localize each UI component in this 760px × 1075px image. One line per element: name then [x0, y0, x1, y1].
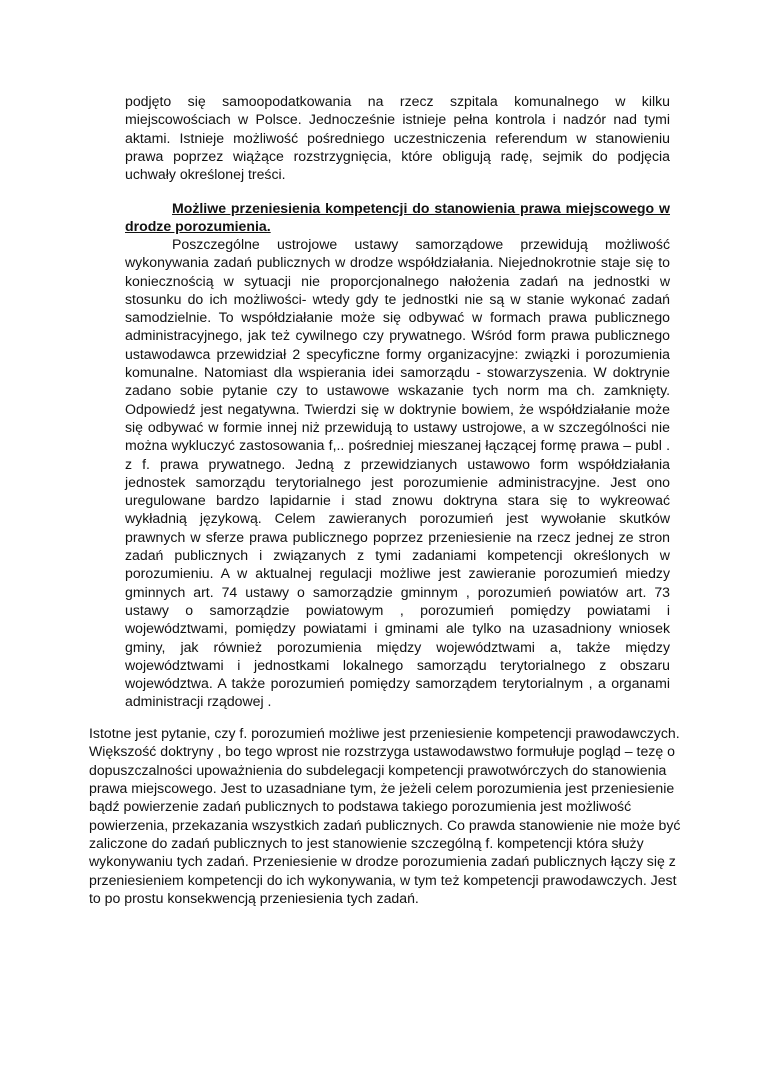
section-heading: [125, 199, 670, 236]
paragraph-competences: Istotne jest pytanie, czy f. porozumień możliwe jest przeniesienie kompetencji prawodawczych. Większość doktryny , bo tego wprost nie rozstrzyga ustawodawstwo formułuje pogląd – tezę o dopuszczalności upoważnienia do subdelegacji kompetencji prawotwórczych do stanowienia prawa miejscowego. Jest to uzasadniane tym, że jeżeli celem porozumienia jest przeniesienie bądź powierzenie zadań publicznych to podstawa takiego porozumienia jest możliwość powierzenia, przekazania wszystkich zadań publicznych. Co prawda stanowienie nie może być zaliczone do zadań publicznych to jest stanowienie szczególną f. kompetencji która służy wykonywaniu tych zadań. Przeniesienie w drodze porozumienia zadań publicznych łączy się z przeniesieniem kompetencji do ich wykonywania, w tym też kompetencji prawodawczych. Jest to po prostu konsekwencją przeniesienia tych zadań.: [89, 725, 681, 907]
paragraph-cooperation: Poszczególne ustrojowe ustawy samorządowe przewidują możliwość wykonywania zadań publicznych w drodze współdziałania. Niejednokrotnie staje się to koniecznością w sytuacji nie proporcjonalnego nałożenia zadań na jednostki w stosunku do ich możliwości- wtedy gdy te jednostki nie są w stanie wykonać zadań samodzielnie. To współdziałanie może się odbywać w formach prawa publicznego administracyjnego, jak też cywilnego czy prywatnego. Wśród form prawa publicznego ustawodawca przewidział 2 specyficzne formy organizacyjne: związki i porozumienia komunalne. Natomiast dla wspierania idei samorządu - stowarzyszenia. W doktrynie zadano sobie pytanie czy to ustawowe wskazanie tych norm ma ch. zamknięty. Odpowiedź jest negatywna. Twierdzi się w doktrynie bowiem, że współdziałanie może się odbywać w formie innej niż przewidują to ustawy ustrojowe, a w szczególności nie można wykluczyć zastosowania f,.. pośredniej mieszanej łączącej formę prawa – publ . z f. prawa prywatnego. Jedną z przewidzianych ustawowo form współdziałania jednostek samorządu terytorialnego jest porozumienie administracyjne. Jest ono uregulowane bardzo lapidarnie i stad znowu doktryna stara się to wykreować wykładnią językową. Celem zawieranych porozumień jest wywołanie skutków prawnych w sferze prawa publicznego poprzez przeniesienie na rzecz jednej ze stron zadań publicznych i związanych z tymi zadaniami kompetencji określonych w porozumieniu. A w aktualnej regulacji możliwe jest zawieranie porozumień miedzy gminnych art. 74 ustawy o samorządzie gminnym , porozumień powiatów art. 73 ustawy o samorządzie powiatowym , porozumień pomiędzy powiatami i województwami, pomiędzy powiatami i gminami ale tylko na uzasadniony wniosek gminy, jak również porozumienia między województwami a, także między województwami i jednostkami lokalnego samorządu terytorialnego z obszaru województwa. A także porozumień pomiędzy samorządem terytorialnym , a organami administracji rządowej .: [125, 236, 670, 710]
section-heading-text: Możliwe przeniesienia kompetencji do stanowienia prawa miejscowego w drodze porozumienia.: [125, 200, 670, 235]
paragraph-intro: podjęto się samoopodatkowania na rzecz szpitala komunalnego w kilku miejscowościach w Polsce. Jednocześnie istnieje pełna kontrola i nadzór nad tymi aktami. Istnieje możliwość pośredniego uczestniczenia referendum w stanowieniu prawa poprzez wiążące rozstrzygnięcia, które obligują radę, sejmik do podjęcia uchwały określonej treści.: [125, 93, 670, 183]
